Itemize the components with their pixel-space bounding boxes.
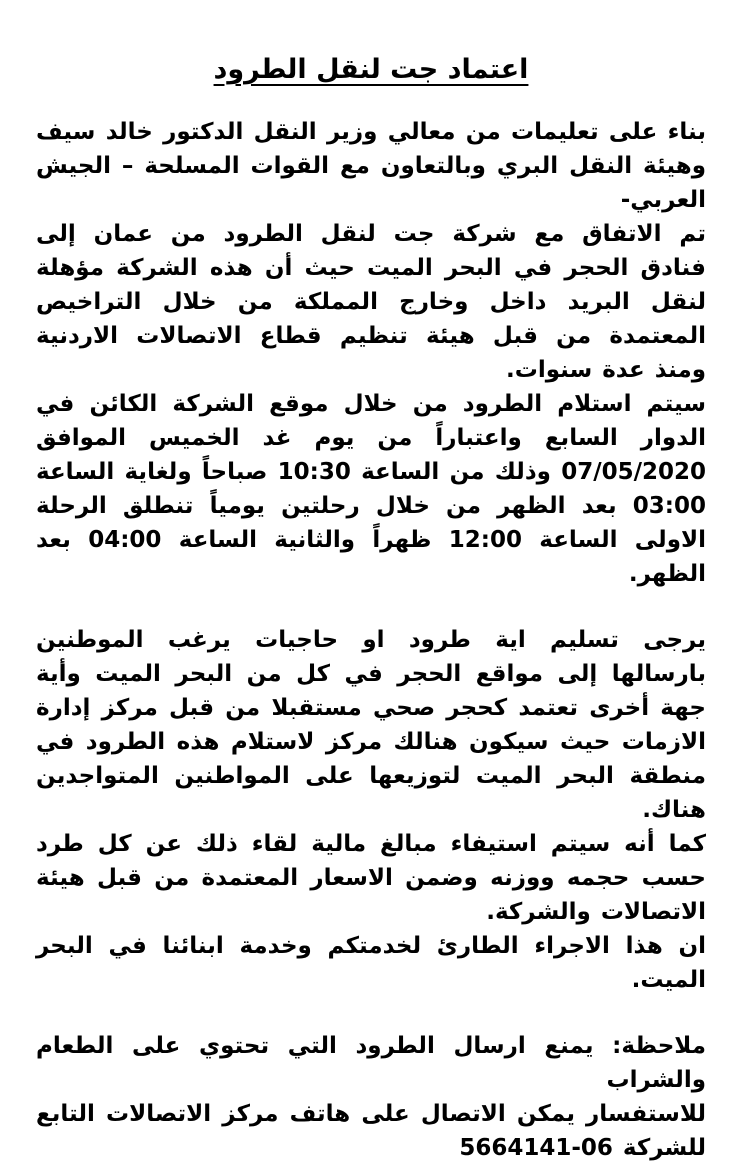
section-agreement-and-schedule [36,115,706,591]
paragraph-note-food-drink: ملاحظة: يمنع ارسال الطرود التي تحتوي على الطعام والشراب [36,1033,706,1093]
paragraph-delivery-request: يرجى تسليم اية طرود او حاجيات يرغب الموطنين بارسالها إلى مواقع الحجر في كل من البحر الميت وأية جهة أخرى تعتمد كحجر صحي مستقبلا من قبل مركز إدارة الازمات حيث سيكون هنالك مركز لاستلام هذه الطرود في منطقة البحر الميت لتوزيعها على المواطنين المتواجدين هناك. [36,627,706,823]
paragraph-contact-info: للاستفسار يمكن الاتصال على هاتف مركز الاتصالات التابع للشركة 06-5664141 [36,1101,706,1161]
section-note-and-contact [36,1029,706,1165]
paragraph-instructions-basis: بناء على تعليمات من معالي وزير النقل الدكتور خالد سيف وهيئة النقل البري وبالتعاون مع القوات المسلحة – الجيش العربي- [36,119,706,213]
paragraph-fees: كما أنه سيتم استيفاء مبالغ مالية لقاء ذلك عن كل طرد حسب حجمه ووزنه وضمن الاسعار المعتمدة من قبل هيئة الاتصالات والشركة. [36,831,706,925]
paragraph-company-agreement: تم الاتفاق مع شركة جت لنقل الطرود من عمان إلى فنادق الحجر في البحر الميت حيث أن هذه الشركة مؤهلة لنقل البريد داخل وخارج المملكة من خلال التراخيص المعتمدة من قبل هيئة تنظيم قطاع الاتصالات الاردنية ومنذ عدة سنوات. [36,221,706,383]
document-body [36,115,706,1165]
section-delivery-and-fees [36,623,706,997]
paragraph-pickup-schedule: سيتم استلام الطرود من خلال موقع الشركة الكائن في الدوار السابع واعتباراً من يوم غد الخميس الموافق 07/05/2020 وذلك من الساعة 10:30 صباحاً ولغاية الساعة 03:00 بعد الظهر من خلال رحلتين يومياً تنطلق الرحلة الاولى الساعة 12:00 ظهراً والثانية الساعة 04:00 بعد الظهر. [36,391,707,587]
document-title: اعتماد جت لنقل الطرود [213,54,529,85]
paragraph-emergency-service: ان هذا الاجراء الطارئ لخدمتكم وخدمة ابنائنا في البحر الميت. [36,933,706,993]
